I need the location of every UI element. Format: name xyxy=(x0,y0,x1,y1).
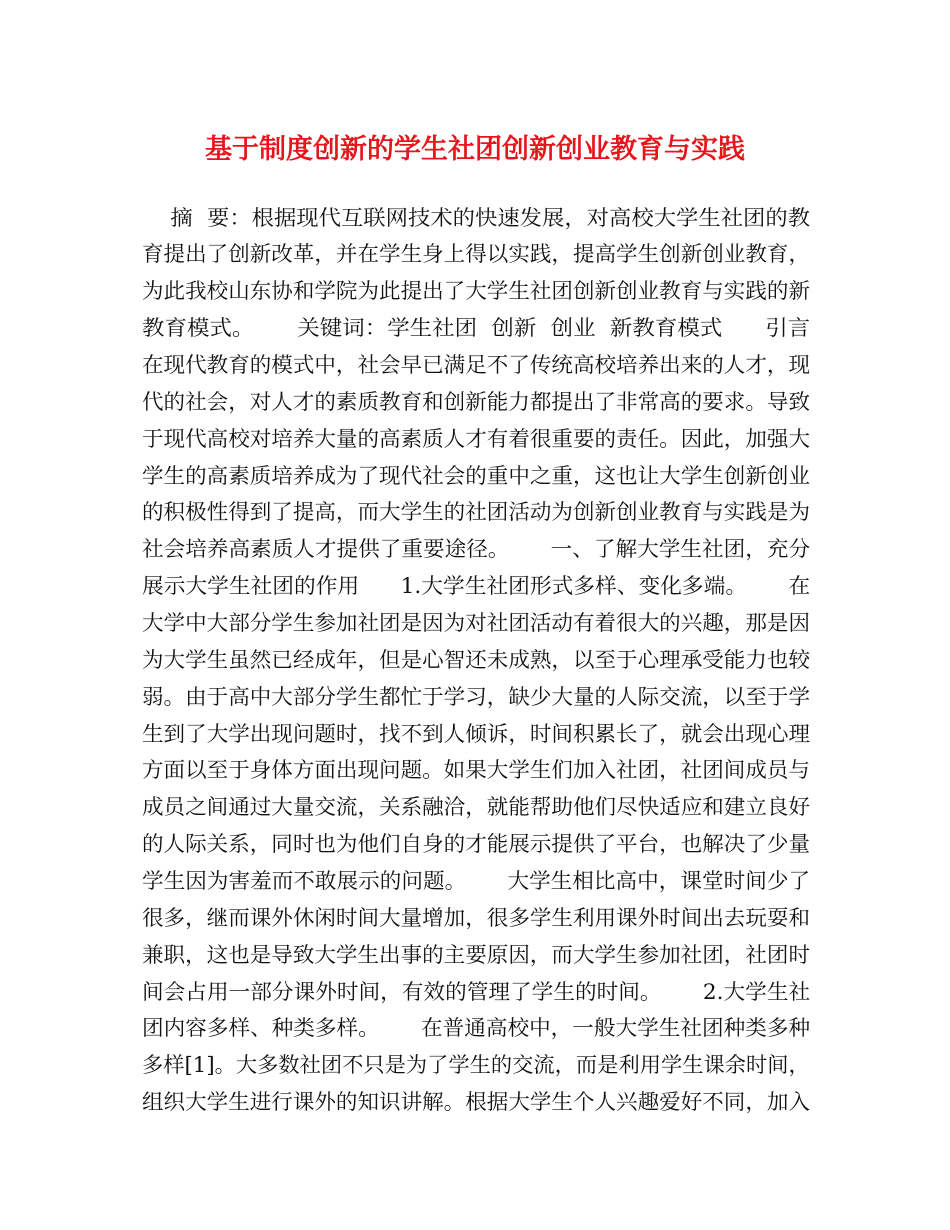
body-line: 于现代高校对培养大量的高素质人才有着很重要的责任。因此，加强大 xyxy=(142,427,810,451)
body-line: 大学中大部分学生参加社团是因为对社团活动有着很大的兴趣，那是因 xyxy=(142,611,810,635)
body-line: 成员之间通过大量交流，关系融洽，就能帮助他们尽快适应和建立良好 xyxy=(142,795,810,819)
body-line: 学生的高素质培养成为了现代社会的重中之重，这也让大学生创新创业 xyxy=(142,464,810,488)
body-line: 的积极性得到了提高，而大学生的社团活动为创新创业教育与实践是为 xyxy=(142,500,810,524)
body-line: 展示大学生社团的作用 1.大学生社团形式多样、变化多端。 在 xyxy=(142,574,811,598)
body-line: 兼职，这也是导致大学生出事的主要原因，而大学生参加社团，社团时 xyxy=(142,943,810,967)
body-line: 摘 要：根据现代互联网技术的快速发展，对高校大学生社团的教 xyxy=(142,206,811,230)
body-line: 教育模式。 关键词：学生社团 创新 创业 新教育模式 引言 xyxy=(142,316,811,340)
body-line: 团内容多样、种类多样。 在普通高校中，一般大学生社团种类多种 xyxy=(142,1016,811,1040)
body-line: 的人际关系，同时也为他们自身的才能展示提供了平台，也解决了少量 xyxy=(142,832,810,856)
body-line: 组织大学生进行课外的知识讲解。根据大学生个人兴趣爱好不同，加入 xyxy=(142,1090,810,1114)
body-line: 间会占用一部分课外时间，有效的管理了学生的时间。 2.大学生社 xyxy=(142,980,811,1004)
body-line: 为此我校山东协和学院为此提出了大学生社团创新创业教育与实践的新 xyxy=(142,279,810,303)
body-line: 多样[1]。大多数社团不只是为了学生的交流，而是利用学生课余时间， xyxy=(142,1053,810,1077)
body-line: 生到了大学出现问题时，找不到人倾诉，时间积累长了，就会出现心理 xyxy=(142,722,810,746)
body-line: 社会培养高素质人才提供了重要途径。 一、了解大学生社团，充分 xyxy=(142,537,811,561)
body-line: 很多，继而课外休闲时间大量增加，很多学生利用课外时间出去玩耍和 xyxy=(142,906,810,930)
body-line: 为大学生虽然已经成年，但是心智还未成熟，以至于心理承受能力也较 xyxy=(142,648,810,672)
body-line: 方面以至于身体方面出现问题。如果大学生们加入社团，社团间成员与 xyxy=(142,758,810,782)
body-line: 弱。由于高中大部分学生都忙于学习，缺少大量的人际交流，以至于学 xyxy=(142,685,810,709)
document-title: 基于制度创新的学生社团创新创业教育与实践 xyxy=(205,134,745,165)
body-line: 在现代教育的模式中，社会早已满足不了传统高校培养出来的人才，现 xyxy=(142,353,810,377)
body-line: 育提出了创新改革，并在学生身上得以实践，提高学生创新创业教育， xyxy=(142,242,810,266)
body-line: 代的社会，对人才的素质教育和创新能力都提出了非常高的要求。导致 xyxy=(142,390,810,414)
body-line: 学生因为害羞而不敢展示的问题。 大学生相比高中，课堂时间少了 xyxy=(142,869,811,893)
